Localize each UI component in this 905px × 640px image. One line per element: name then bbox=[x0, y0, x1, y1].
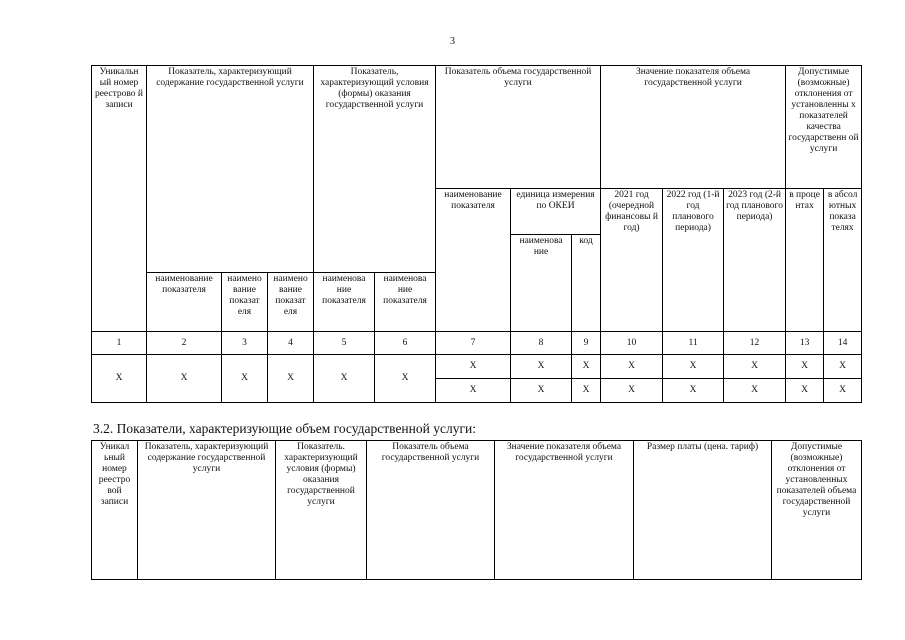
column-number: 8 bbox=[511, 332, 572, 355]
table-cell: X bbox=[786, 379, 824, 403]
column-number: 9 bbox=[572, 332, 601, 355]
header-content-indicator: Показатель, характеризующий содержание государственной услуги bbox=[138, 441, 276, 580]
header-conditions-indicator: Показатель, характеризующий условия (формы) оказания государственной услуги bbox=[314, 66, 436, 273]
header-year-2023: 2023 год (2-й год планового периода) bbox=[724, 189, 786, 332]
header-content-indicator: Показатель, характеризующий содержание государственной услуги bbox=[147, 66, 314, 273]
header-in-percent: в проце нтах bbox=[786, 189, 824, 332]
header-content-col-3: наимено вание показат еля bbox=[268, 273, 314, 332]
table-cell: X bbox=[824, 379, 862, 403]
header-year-2021: 2021 год (очередной финансовы й год) bbox=[601, 189, 663, 332]
section-title: 3.2. Показатели, характеризующие объем государственной услуги: bbox=[93, 421, 476, 436]
table-cell: X bbox=[511, 355, 572, 379]
table-row bbox=[92, 355, 862, 379]
table-cell: X bbox=[601, 355, 663, 379]
column-number: 2 bbox=[147, 332, 222, 355]
table-cell: X bbox=[572, 379, 601, 403]
table-cell: X bbox=[92, 355, 147, 403]
header-deviations: Допустимые (возможные) отклонения от установленны х показателей качества государственн ой услуги bbox=[786, 66, 862, 189]
column-number: 4 bbox=[268, 332, 314, 355]
header-volume-indicator: Показатель объема государственной услуги bbox=[367, 441, 495, 580]
header-deviations: Допустимые (возможные) отклонения от установленных показателей объема государственной услуги bbox=[772, 441, 862, 580]
header-volume-indicator: Показатель объема государственной услуги bbox=[436, 66, 601, 189]
header-in-absolute: в абсол ютных показа телях bbox=[824, 189, 862, 332]
table-cell: X bbox=[436, 355, 511, 379]
table-cell: X bbox=[786, 355, 824, 379]
table-cell: X bbox=[436, 379, 511, 403]
header-unit-code: код bbox=[572, 235, 601, 332]
table-cell: X bbox=[663, 379, 724, 403]
header-fee: Размер платы (цена. тариф) bbox=[634, 441, 772, 580]
page-number: 3 bbox=[450, 36, 455, 47]
table-cell: X bbox=[314, 355, 375, 403]
table-cell: X bbox=[147, 355, 222, 403]
column-number: 13 bbox=[786, 332, 824, 355]
table-cell: X bbox=[572, 355, 601, 379]
column-number: 6 bbox=[375, 332, 436, 355]
table-cell: X bbox=[724, 355, 786, 379]
table-cell: X bbox=[601, 379, 663, 403]
table-cell: X bbox=[268, 355, 314, 403]
column-number: 5 bbox=[314, 332, 375, 355]
column-number: 1 bbox=[92, 332, 147, 355]
header-indicator-name: наименование показателя bbox=[436, 189, 511, 332]
header-year-2022: 2022 год (1-й год планового периода) bbox=[663, 189, 724, 332]
table-cell: X bbox=[511, 379, 572, 403]
header-volume-value: Значение показателя объема государственной услуги bbox=[495, 441, 634, 580]
table-cell: X bbox=[824, 355, 862, 379]
table-cell: X bbox=[375, 355, 436, 403]
quality-indicators-table bbox=[91, 65, 862, 403]
column-number: 7 bbox=[436, 332, 511, 355]
table-cell: X bbox=[724, 379, 786, 403]
header-unique-number: Уникал ьный номер реестро вой записи bbox=[92, 441, 138, 580]
column-number: 12 bbox=[724, 332, 786, 355]
column-number: 11 bbox=[663, 332, 724, 355]
header-content-col-2: наимено вание показат еля bbox=[222, 273, 268, 332]
column-numbers-row bbox=[92, 332, 862, 355]
header-conditions-indicator: Показатель. характеризующий условия (формы) оказания государственной услуги bbox=[276, 441, 367, 580]
header-conditions-col-1: наименова ние показателя bbox=[314, 273, 375, 332]
header-unit-name: наименова ние bbox=[511, 235, 572, 332]
table-cell: X bbox=[222, 355, 268, 403]
header-volume-value: Значение показателя объема государственной услуги bbox=[601, 66, 786, 189]
column-number: 10 bbox=[601, 332, 663, 355]
column-number: 3 bbox=[222, 332, 268, 355]
header-content-col-1: наименование показателя bbox=[147, 273, 222, 332]
table-cell: X bbox=[663, 355, 724, 379]
column-number: 14 bbox=[824, 332, 862, 355]
header-conditions-col-2: наименова ние показателя bbox=[375, 273, 436, 332]
header-okei-unit: единица измерения по ОКЕИ bbox=[511, 189, 601, 235]
header-unique-number: Уникальн ый номер реестрово й записи bbox=[92, 66, 147, 332]
volume-indicators-table bbox=[91, 440, 862, 580]
